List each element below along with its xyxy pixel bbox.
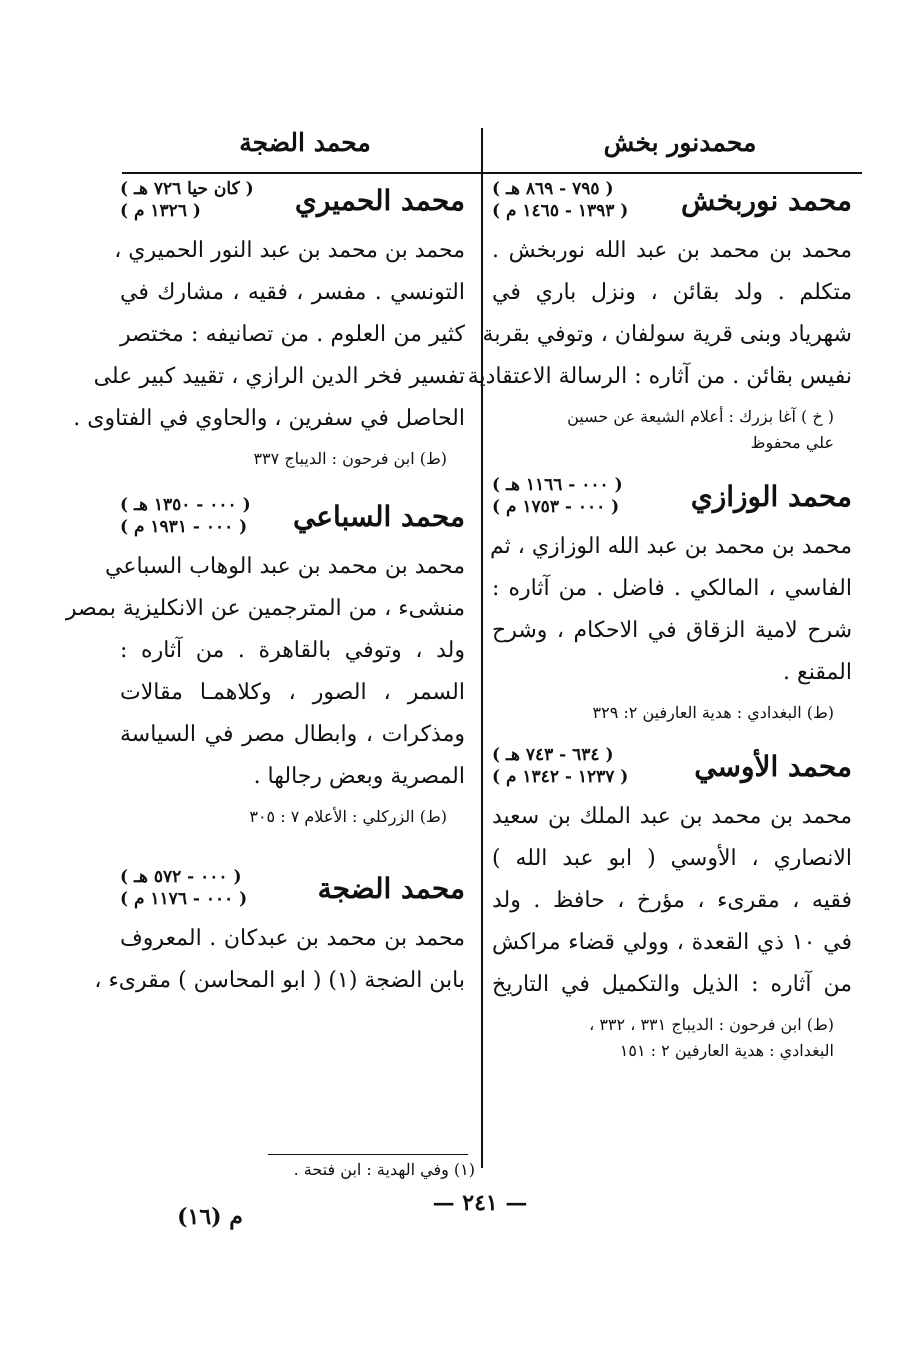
hijri-dates: ( كان حيا ٧٢٦ هـ ) [120,179,254,199]
gregorian-dates: ( ٠٠٠ - ١٧٥٣ م ) [492,497,620,517]
entry-sibai [65,494,466,830]
source-line: البغدادي : هدية العارفين ٢ : ١٥١ [619,1041,834,1060]
hijri-dates: ( ٦٣٤ - ٧٤٣ هـ ) [492,745,614,765]
entry-source [120,446,447,472]
hijri-dates: ( ٠٠٠ - ٥٧٢ هـ ) [120,867,242,887]
gregorian-dates: ( ١٣٢٦ م ) [120,201,201,221]
body-line: من آثاره : الذيل والتكميل في التاريخ [492,972,852,997]
entry-dates [120,494,251,538]
source-line: علي محفوظ [750,433,834,452]
body-line: متكلم . ولد بقائن ، ونزل باري في [492,280,852,305]
entry-awsi [492,744,852,1064]
body-line: نفيس بقائن . من آثاره : الرسالة الاعتقادية . [453,364,852,389]
gregorian-dates: ( ٠٠٠ - ١١٧٦ م ) [120,889,248,909]
left-column [65,178,466,1020]
entry-himyari [73,178,465,472]
hijri-dates: ( ٠٠٠ - ١١٦٦ هـ ) [492,475,623,495]
source-line: (ط) ابن فرحون : الديباج ٣٣١ ، ٣٣٢ ، [589,1015,834,1034]
entry-body [94,918,465,1002]
body-line: السمر ، الصور ، وكلاهمـا مقالات [120,680,465,705]
running-header-right: محمدنور بخش [603,128,757,157]
body-line: كثير من العلوم . من تصانيفه : مختصر [120,322,465,347]
entry-source [492,404,834,456]
body-line: فقيه ، مقرىء ، مؤرخ ، حافظ . ولد [492,888,852,913]
header-rule [122,172,862,174]
body-line: محمد بن محمد بن عبد الملك بن سعيد [492,804,852,829]
hijri-dates: ( ٠٠٠ - ١٣٥٠ هـ ) [120,495,251,515]
gregorian-dates: ( ١٣٩٣ - ١٤٦٥ م ) [492,201,629,221]
footnote-rule [268,1154,468,1155]
entry-nurbakhsh [453,178,852,456]
body-line: محمد بن محمد بن عبدكان . المعروف [120,926,465,951]
entry-dates [492,178,628,222]
source-line: (ط) الزركلي : الأعلام ٧ : ٣٠٥ [249,807,447,826]
body-line: ومذكرات ، وابطال مصر في السياسة [120,722,465,747]
body-line: الانصاري ، الأوسي ( ابو عبد الله ) [492,846,852,871]
source-line: (ط) ابن فرحون : الديباج ٣٣٧ [253,449,447,468]
right-column [453,178,852,1082]
entry-name: محمد السباعي [292,499,465,533]
body-line: بابن الضجة (١) ( ابو المحاسن ) مقرىء ، [94,968,465,993]
body-line: تفسير فخر الدين الرازي ، تقييد كبير على [93,364,465,389]
entry-dates [492,744,628,788]
body-line: محمد بن محمد بن عبد الوهاب السباعي [105,554,465,579]
body-line: الفاسي ، المالكي . فاضل . من آثاره : [492,576,852,601]
body-line: منشىء ، من المترجمين عن الانكليزية بمصر [65,596,465,621]
hijri-dates: ( ٧٩٥ - ٨٦٩ هـ ) [492,179,614,199]
entry-name: محمد الوزازي [690,479,852,513]
entry-dajja [94,866,465,1002]
body-line: محمد بن محمد بن عبد النور الحميري ، [114,238,465,263]
body-line: المصرية وبعض رجالها . [253,764,465,789]
body-line: شهرياد وبنى قرية سولفان ، وتوفي بقربة [482,322,852,347]
signature-mark: م (١٦) [177,1204,243,1230]
entry-source [492,700,834,726]
source-line: (ط) البغدادي : هدية العارفين ٢: ٣٢٩ [592,703,834,722]
source-line: ( خ ) آغا بزرك : أعلام الشيعة عن حسين [567,407,834,426]
body-line: المقنع . [783,660,852,685]
body-line: محمد بن محمد بن عبد الله نوربخش . [492,238,852,263]
entry-body [492,796,852,1006]
entry-dates [120,866,247,910]
running-header-left: محمد الضجة [239,128,371,157]
entry-body [453,230,852,398]
gregorian-dates: ( ٠٠٠ - ١٩٣١ م ) [120,517,248,537]
body-line: التونسي . مفسر ، فقيه ، مشارك في [120,280,465,305]
entry-wazazi [489,474,852,726]
entry-body [489,526,852,694]
entry-name: محمد نوربخش [680,183,852,217]
body-line: في ١٠ ذي القعدة ، وولي قضاء مراكش [492,930,852,955]
footnote: (١) وفي الهدية : ابن فتحة . [293,1160,475,1179]
entry-name: محمد الضجة [317,871,465,905]
body-line: ولد ، وتوفي بالقاهرة . من آثاره : [120,638,466,663]
entry-name: محمد الحميري [294,183,465,217]
entry-source [492,1012,834,1064]
body-line: الحاصل في سفرين ، والحاوي في الفتاوى . [73,406,465,431]
entry-source [120,804,447,830]
entry-body [65,546,466,798]
entry-dates [120,178,254,222]
body-line: محمد بن محمد بن عبد الله الوزازي ، ثم [489,534,852,559]
body-line: شرح لامية الزقاق في الاحكام ، وشرح [492,618,852,643]
entry-name: محمد الأوسي [694,749,852,783]
page-number: — ٢٤١ — [432,1190,528,1216]
entry-body [73,230,465,440]
column-divider [481,128,483,1168]
entry-dates [492,474,623,518]
gregorian-dates: ( ١٢٣٧ - ١٣٤٢ م ) [492,767,629,787]
